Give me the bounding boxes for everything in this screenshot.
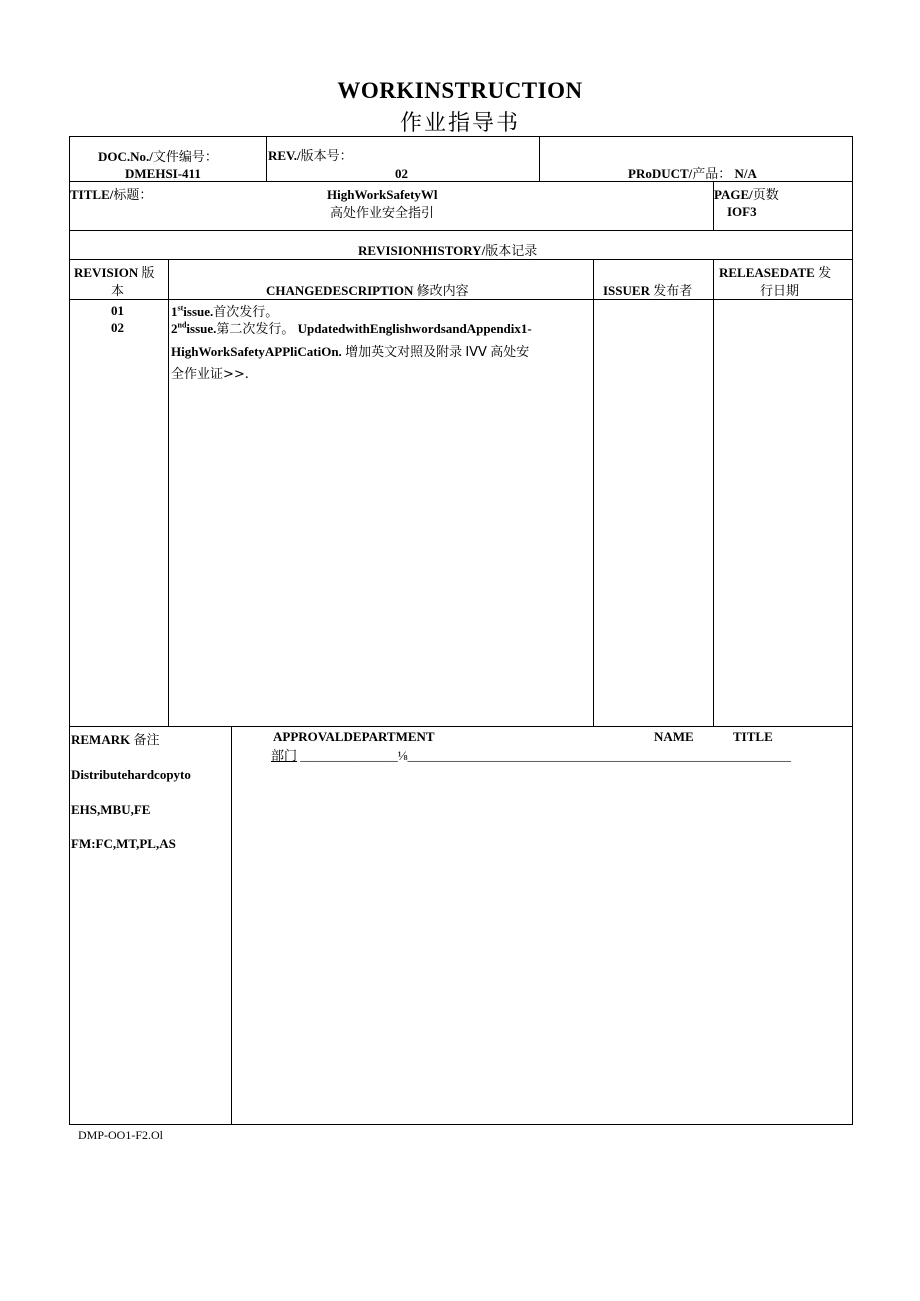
page-label: PAGE/页数 — [714, 187, 779, 203]
col-release-date: RELEASEDATE 发 — [719, 265, 832, 281]
divider-v-release — [713, 259, 714, 726]
approval-name-label: NAME — [654, 729, 694, 744]
col-change-description: CHANGEDESCRIPTION 修改内容 — [266, 283, 469, 299]
divider-v-rev — [266, 136, 267, 181]
title-value-en: HighWorkSafetyWl — [327, 187, 438, 202]
remark-line-1: Distributehardcopyto — [71, 767, 191, 782]
row-desc-01: 1stissue.首次发行。 — [171, 303, 279, 320]
divider-v-issuer — [593, 259, 594, 726]
document-title-cn: 作业指导书 — [399, 111, 520, 136]
approval-signature-line: 部门 _______________⅛___________________________________________________________ — [271, 748, 792, 764]
col-issuer: ISSUER 发布者 — [603, 283, 693, 299]
remark-line-2: EHS,MBU,FE — [71, 802, 151, 817]
document-title-en: WORKINSTRUCTION — [337, 78, 583, 103]
divider-remark — [69, 726, 853, 727]
doc-no-label: DOC.No./文件编号： — [98, 149, 218, 165]
divider-v-product — [539, 136, 540, 181]
approval-department-label: APPROVALDEPARTMENT — [273, 729, 435, 744]
remark-label: REMARK 备注 — [71, 732, 160, 748]
revision-history-heading: REVISIONHISTORY/版本记录 — [358, 243, 538, 259]
col-revision: REVISION 版 — [74, 265, 155, 281]
doc-no-value: DMEHSI-411 — [125, 166, 201, 181]
col-revision-cn: 本 — [111, 284, 125, 299]
row-desc-02: 2ndissue.第二次发行。 UpdatedwithEnglishwordsandAppendix1- HighWorkSafetyAPPliCatiOn. 增加英文对照及附录 IVV 高处安 全作业证>>. — [171, 320, 532, 382]
divider-v-approval — [231, 726, 232, 1125]
divider-v-revcol — [168, 259, 169, 726]
row-rev-02: 02 — [111, 320, 124, 335]
product-field: PRoDUCT/产品： N/A — [628, 166, 757, 182]
rev-label: REV./版本号： — [268, 148, 353, 164]
col-release-date-cn: 行日期 — [760, 284, 800, 299]
page-value: IOF3 — [727, 204, 757, 219]
divider-title — [69, 230, 853, 231]
rev-value: 02 — [395, 166, 408, 181]
form-code: DMP-OO1-F2.Ol — [78, 1128, 164, 1142]
approval-title-label: TITLE — [733, 729, 773, 744]
row-rev-01: 01 — [111, 303, 124, 318]
remark-line-3: FM:FC,MT,PL,AS — [71, 836, 176, 851]
title-label: TITLE/标题： — [70, 187, 153, 203]
title-value-cn: 高处作业安全指引 — [330, 206, 435, 221]
